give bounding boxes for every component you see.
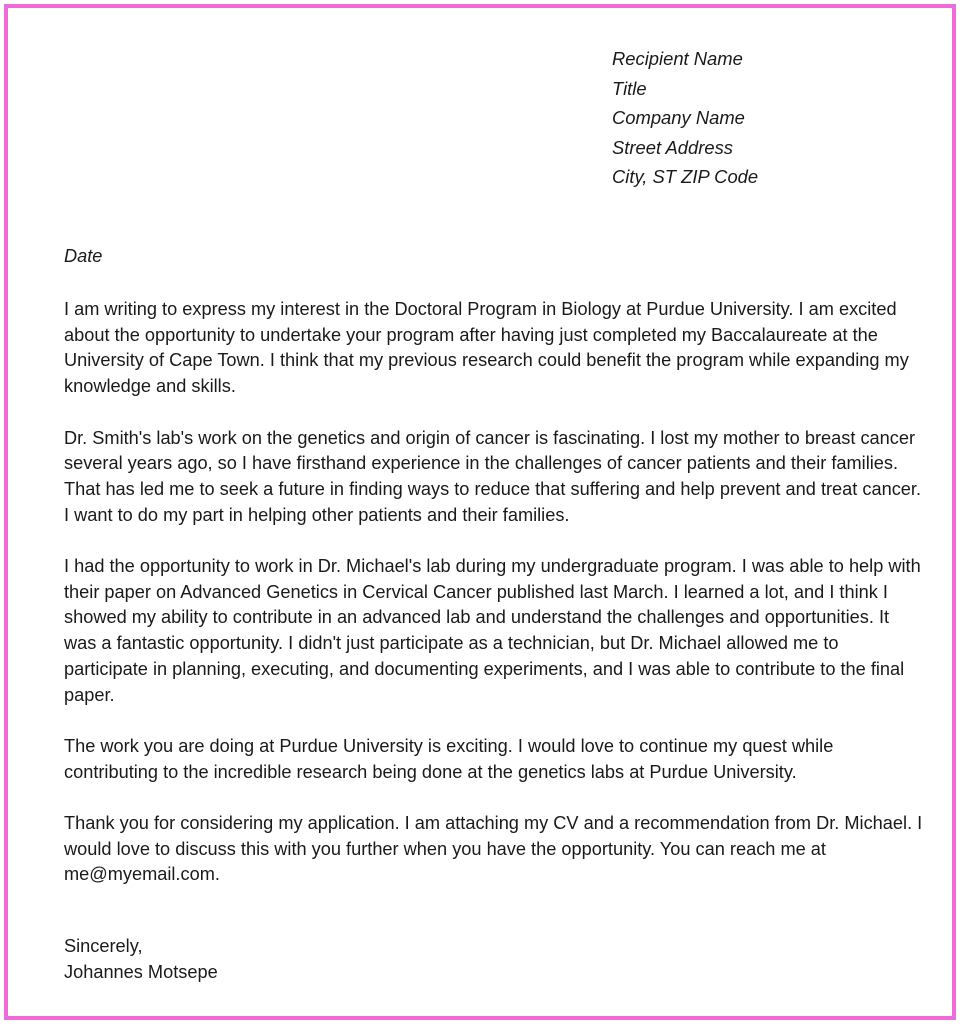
recipient-street: Street Address	[612, 136, 733, 158]
recipient-name: Recipient Name	[612, 48, 743, 69]
recipient-company: Company Name	[612, 107, 745, 128]
signature-name: Johannes Motsepe	[64, 961, 218, 982]
recipient-block	[612, 44, 758, 192]
letter-body	[64, 297, 924, 914]
recipient-title: Title	[612, 77, 647, 99]
closing-salutation: Sincerely,	[64, 936, 143, 956]
cover-letter	[8, 8, 952, 1016]
body-paragraph-3: I had the opportunity to work in Dr. Michael's lab during my undergraduate program. I was able to help with their paper on Advanced Genetics in Cervical Cancer published last March. I learned a lot, and I think I showed my ability to contribute in an advanced lab and understand the challenges and opportunities. It was a fantastic opportunity. I didn't just participate as a technician, but Dr. Michael allowed me to participate in planning, executing, and documenting experiments, and I was able to contribute to the final paper.	[64, 556, 921, 705]
closing-block	[64, 934, 218, 985]
page-border	[4, 4, 956, 1020]
body-paragraph-2: Dr. Smith's lab's work on the genetics and origin of cancer is fascinating. I lost my mother to breast cancer several years ago, so I have firsthand experience in the challenges of cancer patients and their families. That has led me to seek a future in finding ways to reduce that suffering and help prevent and treat cancer. I want to do my part in helping other patients and their families.	[64, 427, 922, 525]
recipient-city: City, ST ZIP Code	[612, 166, 759, 187]
body-paragraph-5: Thank you for considering my application. I am attaching my CV and a recommendation from Dr. Michael. I would love to discuss this with you further when you have the opportunity. You can reach me at me@myemail.com.	[64, 813, 923, 885]
body-paragraph-1: I am writing to express my interest in the Doctoral Program in Biology at Purdue University. I am excited about the opportunity to undertake your program after having just completed my Baccalaureate at the University of Cape Town. I think that my previous research could benefit the program while expanding my knowledge and skills.	[64, 299, 909, 397]
letter-date: Date	[64, 246, 103, 266]
body-paragraph-4: The work you are doing at Purdue University is exciting. I would love to continue my quest while contributing to the incredible research being done at the genetics labs at Purdue University.	[64, 735, 834, 782]
